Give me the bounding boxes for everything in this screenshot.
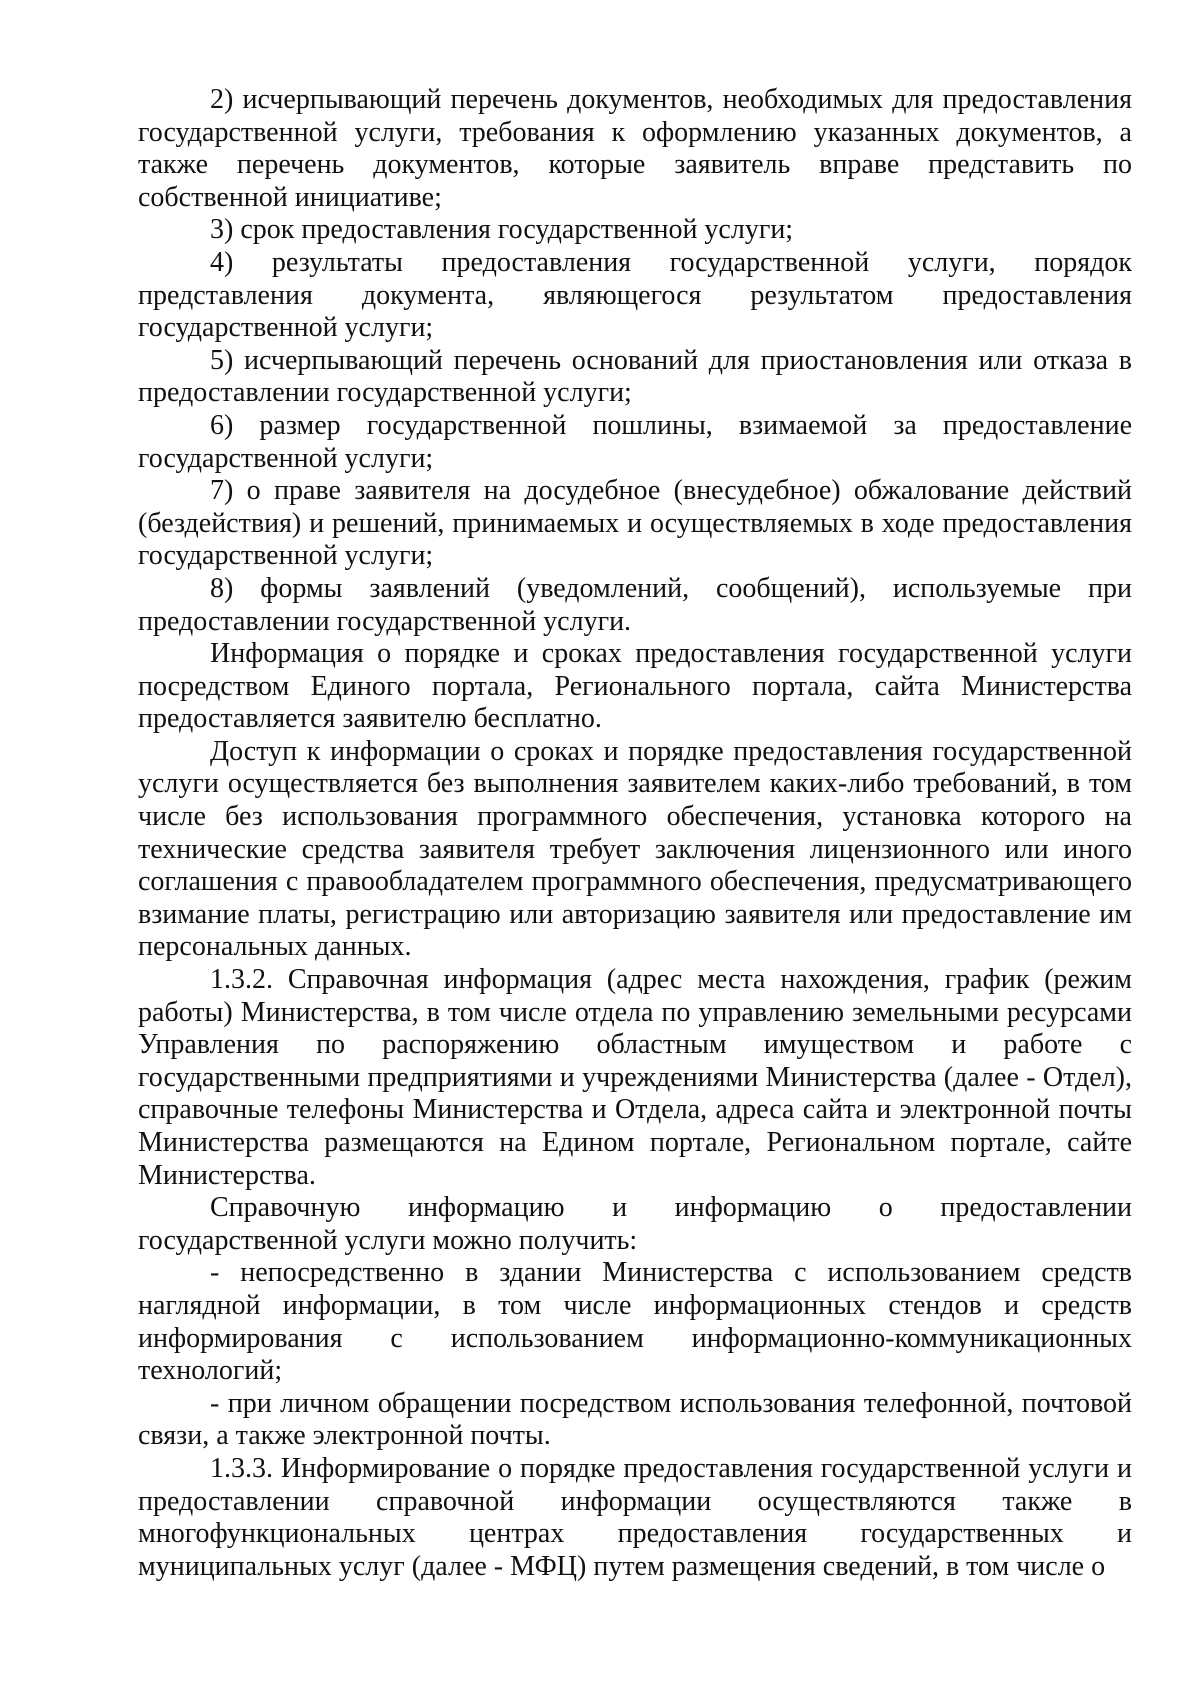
paragraph-item-3: 3) срок предоставления государственной услуги; (210, 214, 794, 246)
paragraph-item-6: 6) размер государственной пошлины, взимаемой за предоставление государственной услуги; (138, 409, 1132, 474)
paragraph-item-8: 8) формы заявлений (уведомлений, сообщений), используемые при предоставлении государственной услуги. (138, 572, 1132, 637)
paragraph-free-info: Информация о порядке и сроках предоставления государственной услуги посредством Единого портала, Регионального портала, сайта Министерства предоставляется заявителю бесплатно. (138, 638, 1132, 735)
paragraph-section-1-3-3: 1.3.3. Информирование о порядке предоставления государственной услуги и предоставлении справочной информации осуществляются также в многофункциональных центрах предоставления государственных и муниципальных услуг (далее - МФЦ) путем размещения сведений, в том числе о (138, 1452, 1132, 1582)
paragraph-item-4: 4) результаты предоставления государственной услуги, порядок представления документа, являющегося результатом предоставления государственной услуги; (138, 246, 1132, 344)
paragraph-dash-in-building: - непосредственно в здании Министерства с использованием средств наглядной информации, в том числе информационных стендов и средств информирования с использованием информационно-коммуникационных технологий; (138, 1257, 1132, 1387)
document-body (138, 84, 1132, 1583)
paragraph-item-5: 5) исчерпывающий перечень оснований для приостановления или отказа в предоставлении государственной услуги; (138, 344, 1132, 409)
paragraph-dash-personal: - при личном обращении посредством использования телефонной, почтовой связи, а также электронной почты. (138, 1387, 1132, 1452)
paragraph-section-1-3-2: 1.3.2. Справочная информация (адрес места нахождения, график (режим работы) Министерства, в том числе отдела по управлению земельными ресурсами Управления по распоряжению областным имуществом и работе с государственными предприятиями и учреждениями Министерства (далее - Отдел), справочные телефоны Министерства и Отдела, адреса сайта и электронной почты Министерства размещаются на Едином портале, Региональном портале, сайте Министерства. (138, 964, 1132, 1191)
paragraph-access: Доступ к информации о сроках и порядке предоставления государственной услуги осуществляется без выполнения заявителем каких-либо требований, в том числе без использования программного обеспечения, установка которого на технические средства заявителя требует заключения лицензионного или иного соглашения с правообладателем программного обеспечения, предусматривающего взимание платы, регистрацию или авторизацию заявителя или предоставление им персональных данных. (138, 735, 1132, 963)
paragraph-item-7: 7) о праве заявителя на досудебное (внесудебное) обжалование действий (бездействия) и решений, принимаемых и осуществляемых в ходе предоставления государственной услуги; (138, 475, 1132, 572)
paragraph-item-2: 2) исчерпывающий перечень документов, необходимых для предоставления государственной услуги, требования к оформлению указанных документов, а также перечень документов, которые заявитель вправе представить по собственной инициативе; (138, 84, 1132, 213)
paragraph-how-to-obtain: Справочную информацию и информацию о предоставлении государственной услуги можно получить: (138, 1192, 1132, 1256)
